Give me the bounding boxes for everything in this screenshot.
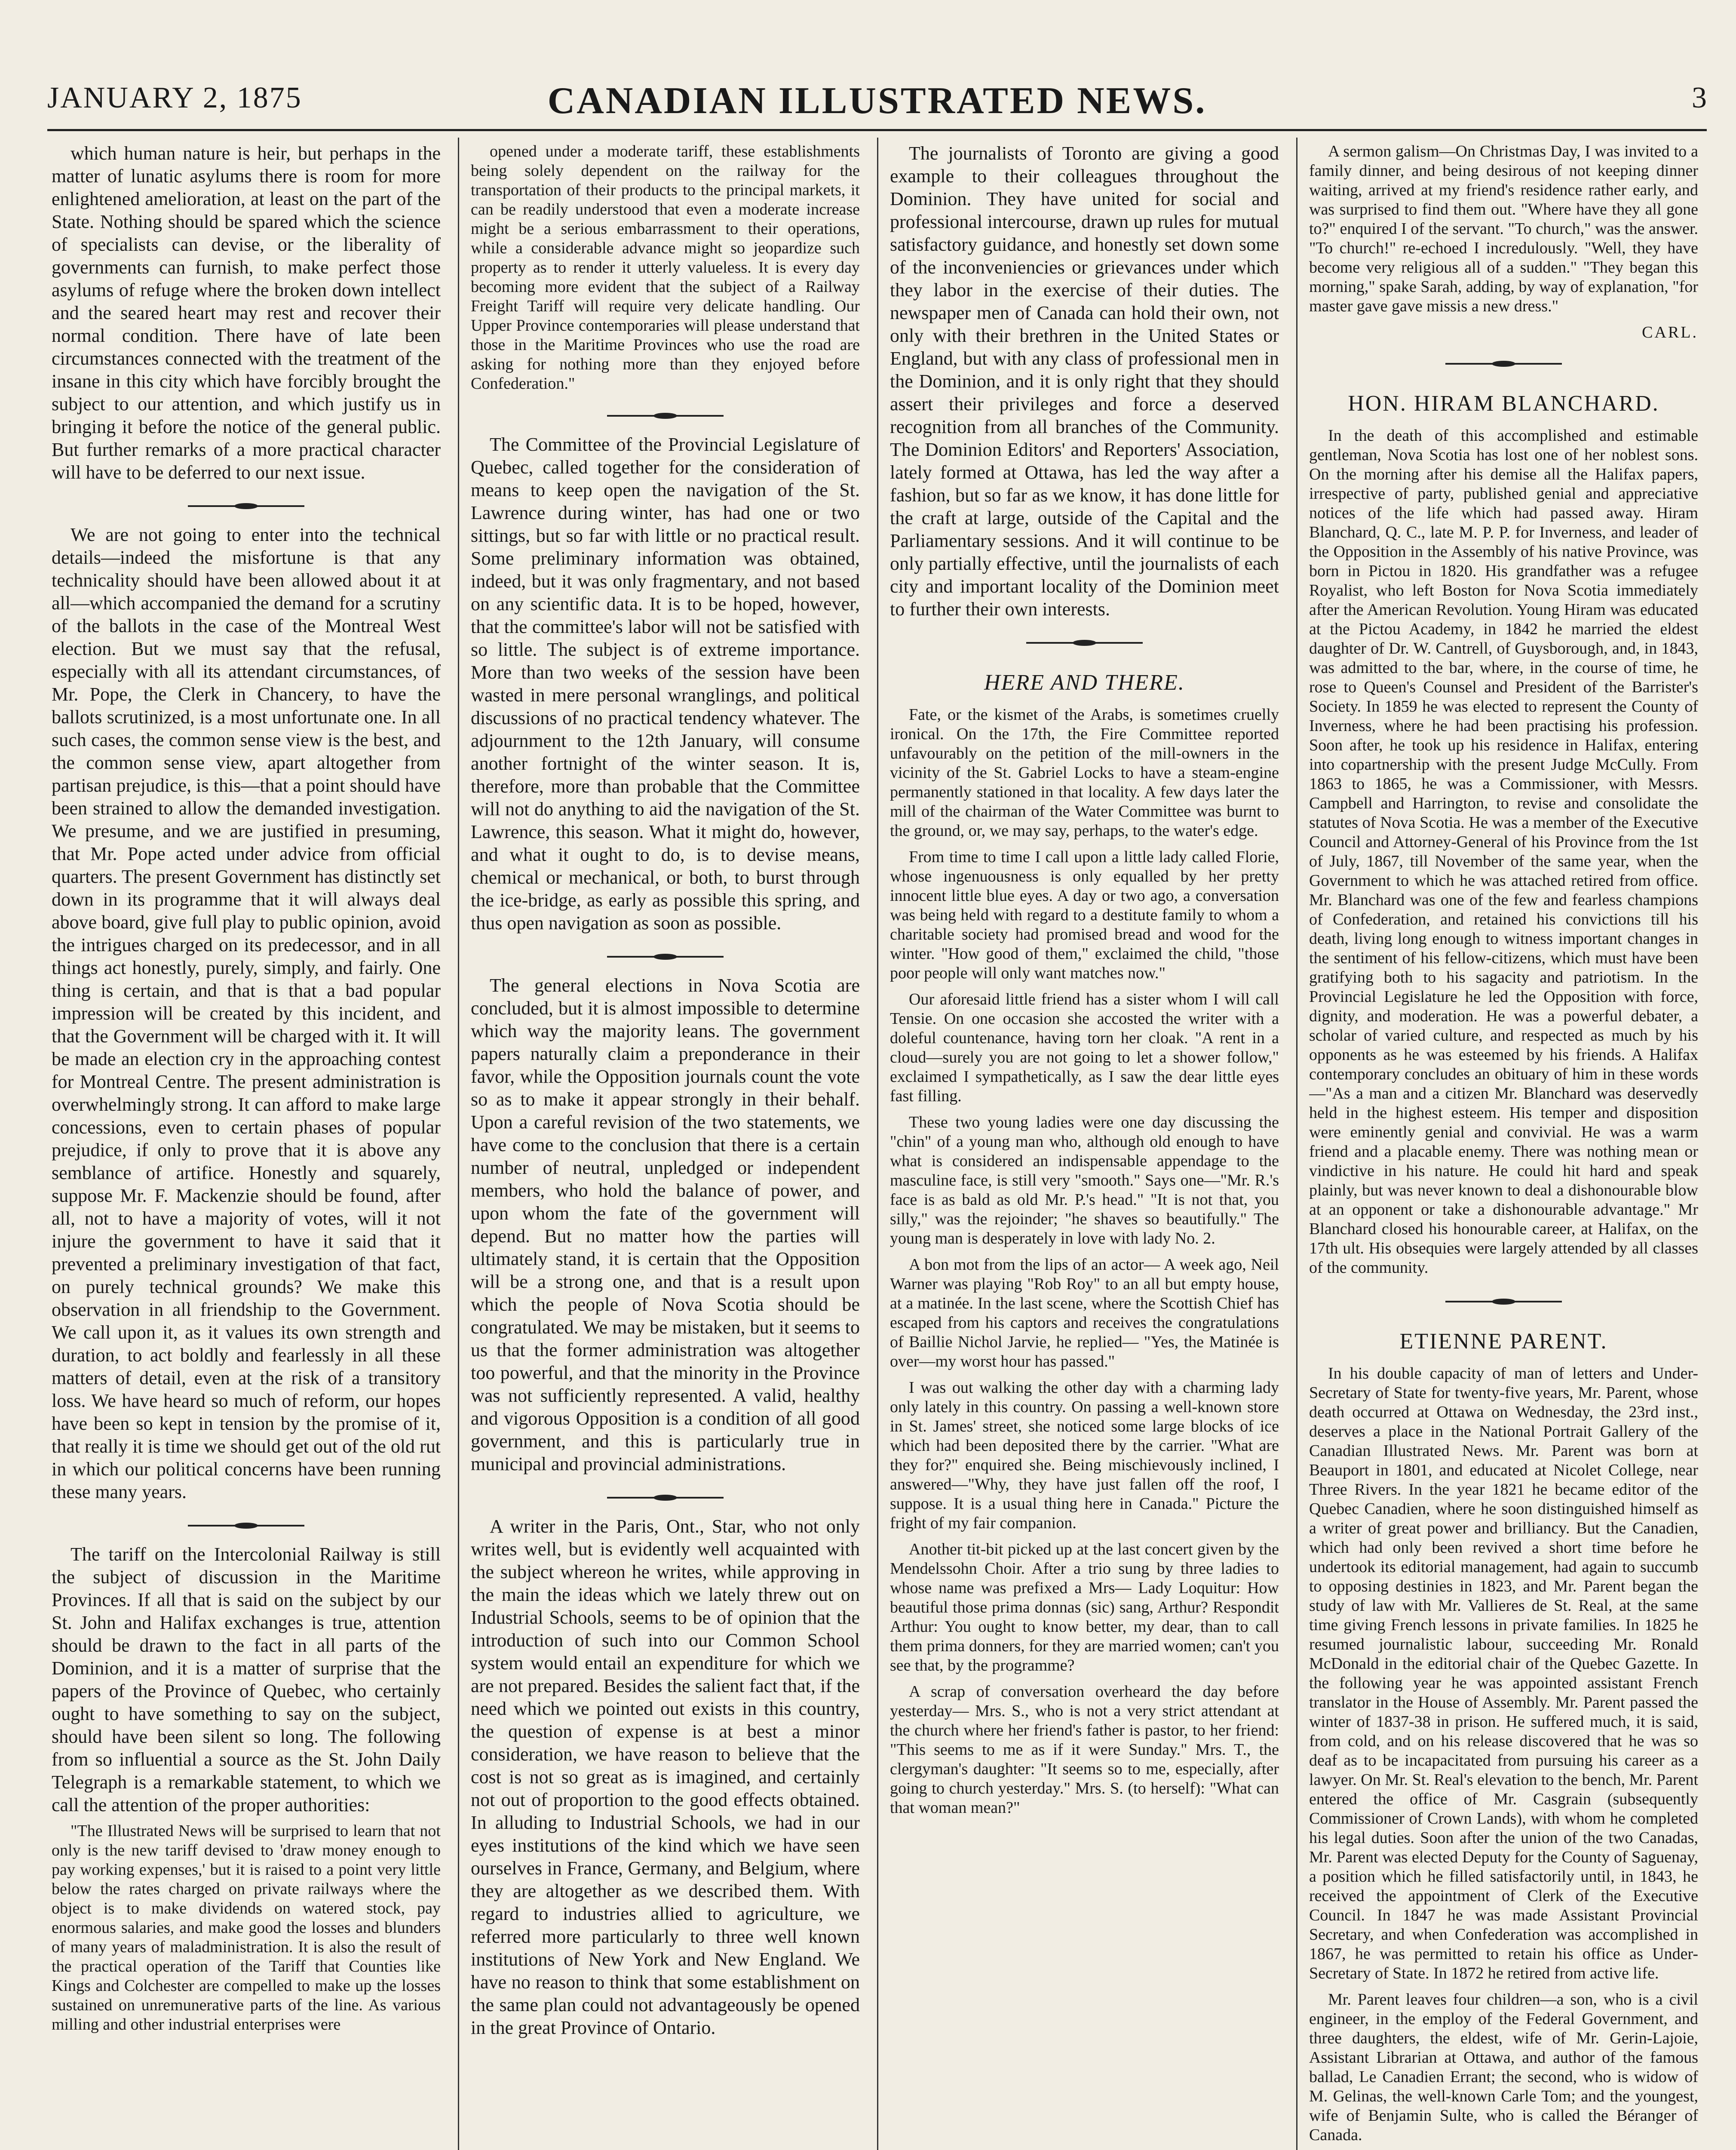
section-divider — [471, 1480, 860, 1515]
newspaper-title: CANADIAN ILLUSTRATED NEWS. — [547, 80, 1207, 122]
biography-parent: In his double capacity of man of letters and Under-Secretary of State for twenty-five years, Mr. Parent, whose death occurred at Ottawa on Wednesday, the 23rd inst., deserves a place in the National Portrait Gallery of the Canadian Illustrated News. Mr. Parent was born at Beauport in 1801, and educated at Nicolet College, near Three Rivers. In the year 1821 he became editor of the Quebec Canadien, where he soon distinguished himself as a writer of great power and brilliancy. But the Canadien, which had only been revived a short time before he undertook its editorial management, had again to succumb to opposing destinies in 1823, and Mr. Parent began the study of law with Mr. Vallieres de St. Real, at the same time giving French lessons in private families. In 1825 he resumed journalistic labour, succeeding Mr. Ronald McDonald in the editorial chair of the Quebec Gazette. In the following year he was appointed assistant French translator in the House of Assembly. Mr. Parent passed the winter of 1837-38 in prison. He suffered much, it is said, from cold, and on his release discovered that he was so deaf as to be incapacitated from pursuing his career as a lawyer. On Mr. St. Real's elevation to the bench, Mr. Parent entered the office of Mr. Casgrain (subsequently Commissioner of Crown Lands), with whom he completed his legal duties. Soon after the union of the two Canadas, Mr. Parent was elected Deputy for the County of Saguenay, a position which he filled satisfactorily until, in 1843, he received the appointment of Clerk of the Executive Council. In 1847 he was made Assistant Provincial Secretary, and when Confederation was accomplished in 1867, he was permitted to retain his office as Under-Secretary of State. In 1872 he retired from active life. — [1309, 1364, 1698, 1982]
column-divider — [877, 138, 878, 2150]
obituary-blanchard: In the death of this accomplished and estimable gentleman, Nova Scotia has lost one of her noblest sons. On the morning after his demise all the Halifax papers, irrespective of party, published genial and appreciative notices of the life which had passed away. Hiram Blanchard, Q. C., late M. P. P. for Inverness, and leader of the Opposition in the Assembly of his native Province, was born in Pictou in 1820. His grandfather was a refugee Royalist, who left Boston for Nova Scotia immediately after the American Revolution. Young Hiram was educated at the Pictou Academy, in 1842 he married the eldest daughter of Dr. W. Cantrell, of Guysborough, and, in 1843, was admitted to the bar, where, in the course of time, he rose to Queen's Counsel and President of the Barrister's Society. In 1859 he was elected to represent the County of Inverness, where he had been practising his profession. Soon after, he took up his residence in Halifax, entering into copartnership with the present Judge McCully. From 1863 to 1865, he was a Commissioner, with Messrs. Campbell and Harrington, to revise and consolidate the statutes of Nova Scotia. He was a member of the Executive Council and Attorney-General of his Province from the 1st of July, 1867, till November of the same year, when the Government to which he was attached retired from office. Mr. Blanchard was one of the few and fearless champions of Confederation, and retained his convictions till his death, living long enough to witness important changes in the sentiment of his fellow-citizens, which must have been gratifying both to his sagacity and patriotism. In the Provincial Legislature he led the Opposition with force, dignity, and moderation. He was a powerful debater, a scholar of varied culture, and respected as much by his opponents as he was esteemed by his friends. A Halifax contemporary concludes an obituary of him in these words—"As a man and a citizen Mr. Blanchard was deservedly held in the highest esteem. His temper and disposition were eminently genial and convivial. He was a warm friend and a placable enemy. There was nothing mean or vindictive in his nature. He could hit hard and speak plainly, but was never known to deal a dishonourable blow at an opponent or take a dishonourable advantage." Mr Blanchard closed his honourable career, at Halifax, on the 17th ult. His obsequies were largely attended by all classes of the community. — [1309, 427, 1698, 1277]
section-divider — [52, 489, 441, 523]
here-and-there-items — [890, 705, 1279, 1818]
header-rule — [47, 129, 1707, 131]
item-chin: These two young ladies were one day discussing the "chin" of a young man who, although old enough to have what is considered an indispensable appendage to the masculine face, is still very "smooth." Says one—"Mr. R.'s face is as bald as old Mr. P.'s head." "It is not that, you silly," was the rejoinder; "he shaves so beautifully." The young man is desperately in love with lady No. 2. — [890, 1113, 1279, 1247]
editorial-toronto-journalists: The journalists of Toronto are giving a good example to their colleagues throughout the Dominion. They have united for social and professional intercourse, drawn up rules for mutual satisfactory guidance, and honestly set down some of the inconveniencies or grievances under which they labor in the exercise of their duties. The newspaper men of Canada can hold their own, not only with their brethren in the United States or England, but with any class of professional men in the Dominion, and it is only right that they should assert their privileges and force a deserved recognition from all branches of the Community. The Dominion Editors' and Reporters' Association, lately formed at Ottawa, has led the way after a fashion, but so far as we know, it has done little for the craft at large, outside of the Capital and the Parliamentary sessions. And it will continue to be only partially effective, until the journalists of each city and important locality of the Dominion meet to further their own interests. — [890, 143, 1279, 620]
editorial-intercolonial-tariff: The tariff on the Intercolonial Railway is still the subject of discussion in the Maritime Provinces. If all that is said on the subject by our St. John and Halifax exchanges is true, attention should be drawn to the fact in all parts of the Dominion, and it is a matter of surprise that the papers of the Province of Quebec, who certainly ought to have something to say on the subject, should have been silent so long. The following from so influential a source as the St. John Daily Telegraph is a remarkable statement, to which we call the attention of the proper authorities: — [52, 1544, 441, 1815]
masthead — [47, 73, 1707, 125]
signature: CARL. — [1642, 323, 1698, 341]
item-overheard-conversation: A scrap of conversation overheard the day before yesterday— Mrs. S., who is not a very strict attendant at the church where her friend's father is pastor, to her friend: "This seems to me as if it were Sunday." Mrs. T., the clergyman's daughter: "It seems so to me, especially, after going to church yesterday." Mrs. S. (to herself): "What can that woman mean?" — [890, 1683, 1279, 1817]
section-divider — [1309, 347, 1698, 381]
editorial-lunatic-asylums: which human nature is heir, but perhaps in the matter of lunatic asylums there is room for more enlightened amelioration, at least on the part of the State. Nothing should be spared which the science of specialists can devise, or the liberality of governments can furnish, to make perfect those asylums of refuge where the broken down intellect and the seared heart may rest and recover their normal condition. There have of late been circumstances connected with the treatment of the insane in this city which have forcibly brought the subject to our attention, and which justify us in bringing it before the notice of the general public. But further remarks of a more practical character will have to be deferred to our next issue. — [52, 143, 441, 483]
section-divider — [890, 626, 1279, 660]
page-number: 3 — [1692, 81, 1707, 114]
telegraph-quotation-continued: opened under a moderate tariff, these establishments being solely dependent on the railway for the transportation of their products to the principal markets, it can be readily understood that even a moderate increase might be a serious embarrassment to their operations, while a considerable advance might so jeopardize such property as to render it utterly valueless. It is every day becoming more evident that the subject of a Railway Freight Tariff will require very delicate handling. Our Upper Province contemporaries will please understand that those in the Maritime Provinces who use the road are asking for nothing more than they enjoyed before Confederation." — [471, 142, 860, 393]
section-divider — [471, 940, 860, 974]
item-tensie: Our aforesaid little friend has a sister whom I will call Tensie. On one occasion she accosted the writer with a doleful countenance, having torn her cloak. "A rent in a cloud—surely you are not going to let a shower follow," exclaimed I sympathetically, as I saw the dear little eyes fast filling. — [890, 990, 1279, 1105]
column-2 — [471, 142, 860, 2150]
article-hiram-blanchard — [1309, 426, 1698, 1278]
item-christmas-day: A sermon galism—On Christmas Day, I was invited to a family dinner, and being desirous of not keeping dinner waiting, arrived at my friend's residence rather early, and was surprised to find them out. "Where have they all gone to?" enquired I of the servant. "To church," was the answer. "To church!" re-echoed I incredulously. "Well, they have become very religious all of a sudden." "They began this morning," spake Sarah, adding, by way of explanation, "for master gave gave missis a new dress." — [1309, 142, 1698, 315]
item-florie: From time to time I call upon a little lady called Florie, whose ingenuousness is only equalled by her pretty innocent little blue eyes. A day or two ago, a conversation was being held with regard to a destitute family to whom a charitable society had promised bread and wood for the winter. "How good of them," exclaimed the child, "those poor people will only want matches now." — [890, 848, 1279, 982]
biography-parent-family: Mr. Parent leaves four children—a son, who is a civil engineer, in the employ of the Federal Government, and three daughters, the eldest, wife of Mr. Gerin-Lajoie, Assistant Librarian at Ottawa, and author of the famous ballad, Le Canadien Errant; the second, who is widow of M. Gelinas, the well-known Carle Tom; and the youngest, wife of Benjamin Sulte, who is called the Béranger of Canada. — [1309, 1990, 1698, 2144]
section-divider — [471, 399, 860, 433]
column-1 — [52, 142, 441, 2150]
item-kismet: Fate, or the kismet of the Arabs, is sometimes cruelly ironical. On the 17th, the Fire Committee reported unfavourably on the petition of the mill-owners in the vicinity of the St. Gabriel Locks to have a steam-engine permanently stationed in that locality. A few days later the mill of the chairman of the Water Committee was burnt to the ground, or, we may say, perhaps, to the water's edge. — [890, 706, 1279, 840]
item-ice-blocks: I was out walking the other day with a charming lady only lately in this country. On passing a well-known store in St. James' street, she noticed some large blocks of ice which had been deposited there by the carrier. "What are they for?" enquired she. Being mischievously inclined, I answered—"Why, they have just fallen off the roof, I suppose. It is a usual thing here in Canada." Picture the fright of my fair companion. — [890, 1379, 1279, 1532]
article-etienne-parent — [1309, 1364, 1698, 2145]
editorial-nova-scotia-elections: The general elections in Nova Scotia are concluded, but it is almost impossible to determine which way the majority leans. The government papers naturally claim a preponderance in their favor, while the Opposition journals count the vote so as to make it appear strongly in their behalf. Upon a careful revision of the two statements, we have come to the conclusion that there is a certain number of neutral, unpledged or independent members, who hold the balance of power, and upon whom the fate of the government will depend. But no matter how the parties will ultimately stand, it is certain that the Opposition will be a strong one, and that is a result upon which the people of Nova Scotia should be congratulated. We may be mistaken, but it seems to us that the former administration was altogether too powerful, and that the minority in the Province was not sufficiently represented. A valid, healthy and vigorous Opposition is a condition of all good government, and this is particularly true in municipal and provincial administrations. — [471, 975, 860, 1474]
christmas-anecdote — [1309, 142, 1698, 342]
section-divider — [1309, 1284, 1698, 1319]
column-divider — [458, 138, 459, 2150]
column-3 — [890, 142, 1279, 2150]
column-4 — [1309, 142, 1698, 2150]
editorial-industrial-schools: A writer in the Paris, Ont., Star, who not only writes well, but is evidently well acquainted with the subject whereon he writes, while approving in the main the ideas which we lately threw out on Industrial Schools, seems to be of opinion that the introduction of such into our Common School system would entail an expenditure for which we are not prepared. Besides the salient fact that, if the need which we pointed out exists in this country, the question of expense is at best a minor consideration, we have reason to believe that the cost is not so great as is imagined, and certainly not out of proportion to the good effects obtained. In alluding to Industrial Schools, we had in our eyes institutions of the kind which we have seen ourselves in France, Germany, and Belgium, where they are altogether as we described them. With regard to industries allied to agriculture, we referred more particularly to three well known institutions of New York and New England. We have no reason to think that some establishment on the same plan could not advantageously be opened in the great Province of Ontario. — [471, 1516, 860, 2038]
heading-hiram-blanchard: HON. HIRAM BLANCHARD. — [1348, 391, 1659, 416]
issue-date: JANUARY 2, 1875 — [47, 81, 302, 114]
heading-etienne-parent: ETIENNE PARENT. — [1399, 1329, 1608, 1354]
telegraph-quotation: "The Illustrated News will be surprised to learn that not only is the new tariff devised to 'draw money enough to pay working expenses,' but it is raised to a point very little below the rates charged on private railways where the object is to make dividends on watered stock, pay enormous salaries, and make good the losses and blunders of many years of maladministration. It is also the result of the practical operation of the Tariff that Counties like Kings and Colchester are compelled to make up the losses sustained on unremunerative parts of the line. As various milling and other industrial enterprises were — [52, 1822, 441, 2033]
section-heading-here-and-there: HERE AND THERE. — [984, 670, 1185, 695]
editorial-ballot-scrutiny: We are not going to enter into the technical details—indeed the misfortune is that any technicality should have been allowed about it at all—which accompanied the demand for a scrutiny of the ballots in the case of the Montreal West election. But we must say that the refusal, especially with all its attendant circumstances, of Mr. Pope, the Clerk in Chancery, to have the ballots scrutinized, is a most unfortunate one. In all such cases, the common sense view is the best, and the common sense view, apart altogether from partisan prejudice, is this—that a point should have been strained to allow the demanded investigation. We presume, and we are justified in presuming, that Mr. Pope acted under advice from official quarters. The present Government has distinctly set down in its programme that it will always deal above board, give full play to public opinion, avoid the intrigues charged on its predecessor, and in all things act honestly, purely, simply, and fairly. One thing is certain, and that is that a bad popular impression will be created by this incident, and that the Government will be charged with it. It will be made an election cry in the approaching contest for Montreal Centre. The present administration is overwhelmingly strong. It can afford to make large concessions, even to certain phases of popular prejudice, if only to prove that it is above any semblance of artifice. Honestly and squarely, suppose Mr. F. Mackenzie should be found, after all, not to have a majority of votes, will it not injure the government to have it said that it prevented a preliminary investigation of that fact, on purely technical grounds? We make this observation in all friendship to the Government. We call upon it, as it values its own strength and duration, to act boldly and fearlessly in all these matters of detail, even at the risk of a transitory loss. We have heard so much of reform, our hopes have been so kept in tension by the promise of it, that really it is time we should get out of the old rut in which our political concerns have been running these many years. — [52, 524, 441, 1502]
column-divider — [1296, 138, 1297, 2150]
item-mendelssohn-choir: Another tit-bit picked up at the last concert given by the Mendelssohn Choir. After a trio sung by three ladies to whose name was prefixed a Mrs— Lady Loquitur: How beautiful those prima donnas (sic) sang, Arthur? Respondit Arthur: You ought to know better, my dear, than to call them prima donners, for they are married women; can't you see that, by the programme? — [890, 1540, 1279, 1674]
editorial-st-lawrence-navigation: The Committee of the Provincial Legislature of Quebec, called together for the consideration of means to keep open the navigation of the St. Lawrence during winter, has had one or two sittings, but so far with little or no practical result. Some preliminary information was obtained, indeed, but it was only fragmentary, and not based on any scientific data. It is to be hoped, however, that the committee's labor will not be satisfied with so little. The subject is of extreme importance. More than two weeks of the session have been wasted in mere personal wranglings, and political discussions of no practical tendency whatever. The adjournment to the 12th January, will consume another fortnight of the winter season. It is, therefore, more than probable that the Committee will not do anything to aid the navigation of the St. Lawrence, this season. What it might do, however, and what it ought to do, is to devise means, chemical or mechanical, or both, to burst through the ice-bridge, as early as possible this spring, and thus open navigation as soon as possible. — [471, 434, 860, 934]
section-divider — [52, 1508, 441, 1543]
item-bon-mot: A bon mot from the lips of an actor— A week ago, Neil Warner was playing "Rob Roy" to an all but empty house, at a matinée. In the last scene, where the Scottish Chief has escaped from his captors and receives the congratulations of Baillie Nichol Jarvie, he replied— "Yes, the Matinée is over—my worst hour has passed." — [890, 1256, 1279, 1370]
